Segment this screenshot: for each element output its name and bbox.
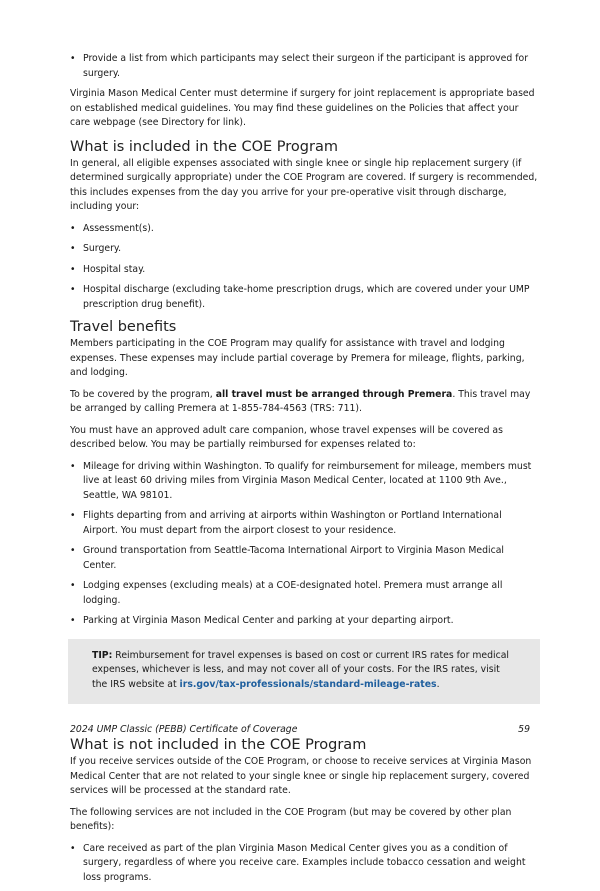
bullet-icon: •	[70, 460, 76, 472]
section-heading-travel: Travel benefits	[70, 319, 177, 335]
travel-emphasis: all travel must be arranged through Premera	[215, 388, 453, 400]
section-heading-not-included: What is not included in the COE Program	[70, 737, 367, 753]
document-page	[70, 52, 538, 891]
included-paragraph: In general, all eligible expenses associated with single knee or single hip replacement surgery (if determined surgically appropriate) under the COE Program are covered. If surgery is recommended, this includes expenses from the day you arrive for your pre-operative visit through discharge, including your:	[70, 157, 538, 212]
tip-text: TIP: Reimbursement for travel expenses is based on cost or current IRS rates for medical expenses, whichever is less, and may not cover all of your costs. For the IRS rates, visit the IRS website at irs.gov/tax-professionals/standard-mileage-rates.	[92, 649, 510, 690]
irs-rates-link[interactable]: irs.gov/tax-professionals/standard-mileage-rates	[179, 678, 437, 690]
list-item: • Surgery.	[70, 242, 538, 257]
bullet-icon: •	[70, 243, 76, 254]
bullet-icon: •	[70, 263, 76, 275]
travel-list	[70, 460, 538, 629]
bullet-icon: •	[70, 842, 76, 854]
list-item: • Assessment(s).	[70, 222, 538, 237]
bullet-icon: •	[70, 615, 76, 626]
list-item: • Hospital discharge (excluding take-home prescription drugs, which are covered under your UMP prescription drug benefit).	[70, 284, 530, 310]
list-item: • Ground transportation from Seattle-Tacoma International Airport to Virginia Mason Medical Center.	[70, 545, 504, 571]
tip-box	[68, 639, 540, 705]
list-item: • Parking at Virginia Mason Medical Center and parking at your departing airport.	[70, 614, 538, 629]
list-item: • Lodging expenses (excluding meals) at a COE-designated hotel. Premera must arrange all lodging.	[70, 580, 503, 606]
travel-paragraph-1: Members participating in the COE Program may qualify for assistance with travel and lodging expenses. These expenses may include partial coverage by Premera for mileage, flights, parking, and lodging.	[70, 338, 525, 378]
bullet-icon: •	[70, 53, 76, 64]
not-included-list	[70, 842, 538, 886]
travel-paragraph-3: You must have an approved adult care companion, whose travel expenses will be covered as described below. You may be partially reimbursed for expenses related to:	[70, 424, 503, 450]
list-item: • Care received as part of the plan Virginia Mason Medical Center gives you as a condition of surgery, regardless of where you receive care. Examples include tobacco cessation and weight loss programs.	[70, 842, 526, 883]
footer-title: 2024 UMP Classic (PEBB) Certificate of Coverage	[70, 724, 298, 735]
bullet-icon: •	[70, 510, 76, 521]
list-item: • Flights departing from and arriving at airports within Washington or Portland International Airport. You must depart from the airport closest to your residence.	[70, 510, 502, 536]
travel-paragraph-2: To be covered by the program, all travel must be arranged through Premera. This travel may be arranged by calling Premera at 1-855-784-4563 (TRS: 711).	[70, 388, 531, 414]
not-included-paragraph-1: If you receive services outside of the COE Program, or choose to receive services at Virginia Mason Medical Center that are not related to your single knee or single hip replacement surgery, covered services will be processed at the standard rate.	[70, 756, 532, 796]
included-list	[70, 222, 538, 313]
tip-label: TIP:	[92, 649, 113, 661]
bullet-icon: •	[70, 284, 76, 295]
list-item: • Provide a list from which participants may select their surgeon if the participant is approved for surgery.	[70, 53, 529, 79]
top-bullet-list	[70, 52, 538, 81]
not-included-paragraph-2: The following services are not included in the COE Program (but may be covered by other plan benefits):	[70, 806, 512, 832]
bullet-icon: •	[70, 222, 76, 234]
intro-paragraph: Virginia Mason Medical Center must determine if surgery for joint replacement is appropriate based on established medical guidelines. You may find these guidelines on the Policies that affect your care webpage (see Directory for link).	[70, 88, 535, 128]
bullet-icon: •	[70, 545, 76, 556]
list-item: • Hospital stay.	[70, 263, 538, 278]
page-number: 59	[518, 724, 530, 735]
section-heading-included: What is included in the COE Program	[70, 138, 338, 155]
bullet-icon: •	[70, 580, 76, 591]
list-item: • Mileage for driving within Washington. To qualify for reimbursement for mileage, members must live at least 60 driving miles from Virginia Mason Medical Center, located at 1100 9th Ave., Seattle, WA 98101.	[70, 460, 532, 501]
